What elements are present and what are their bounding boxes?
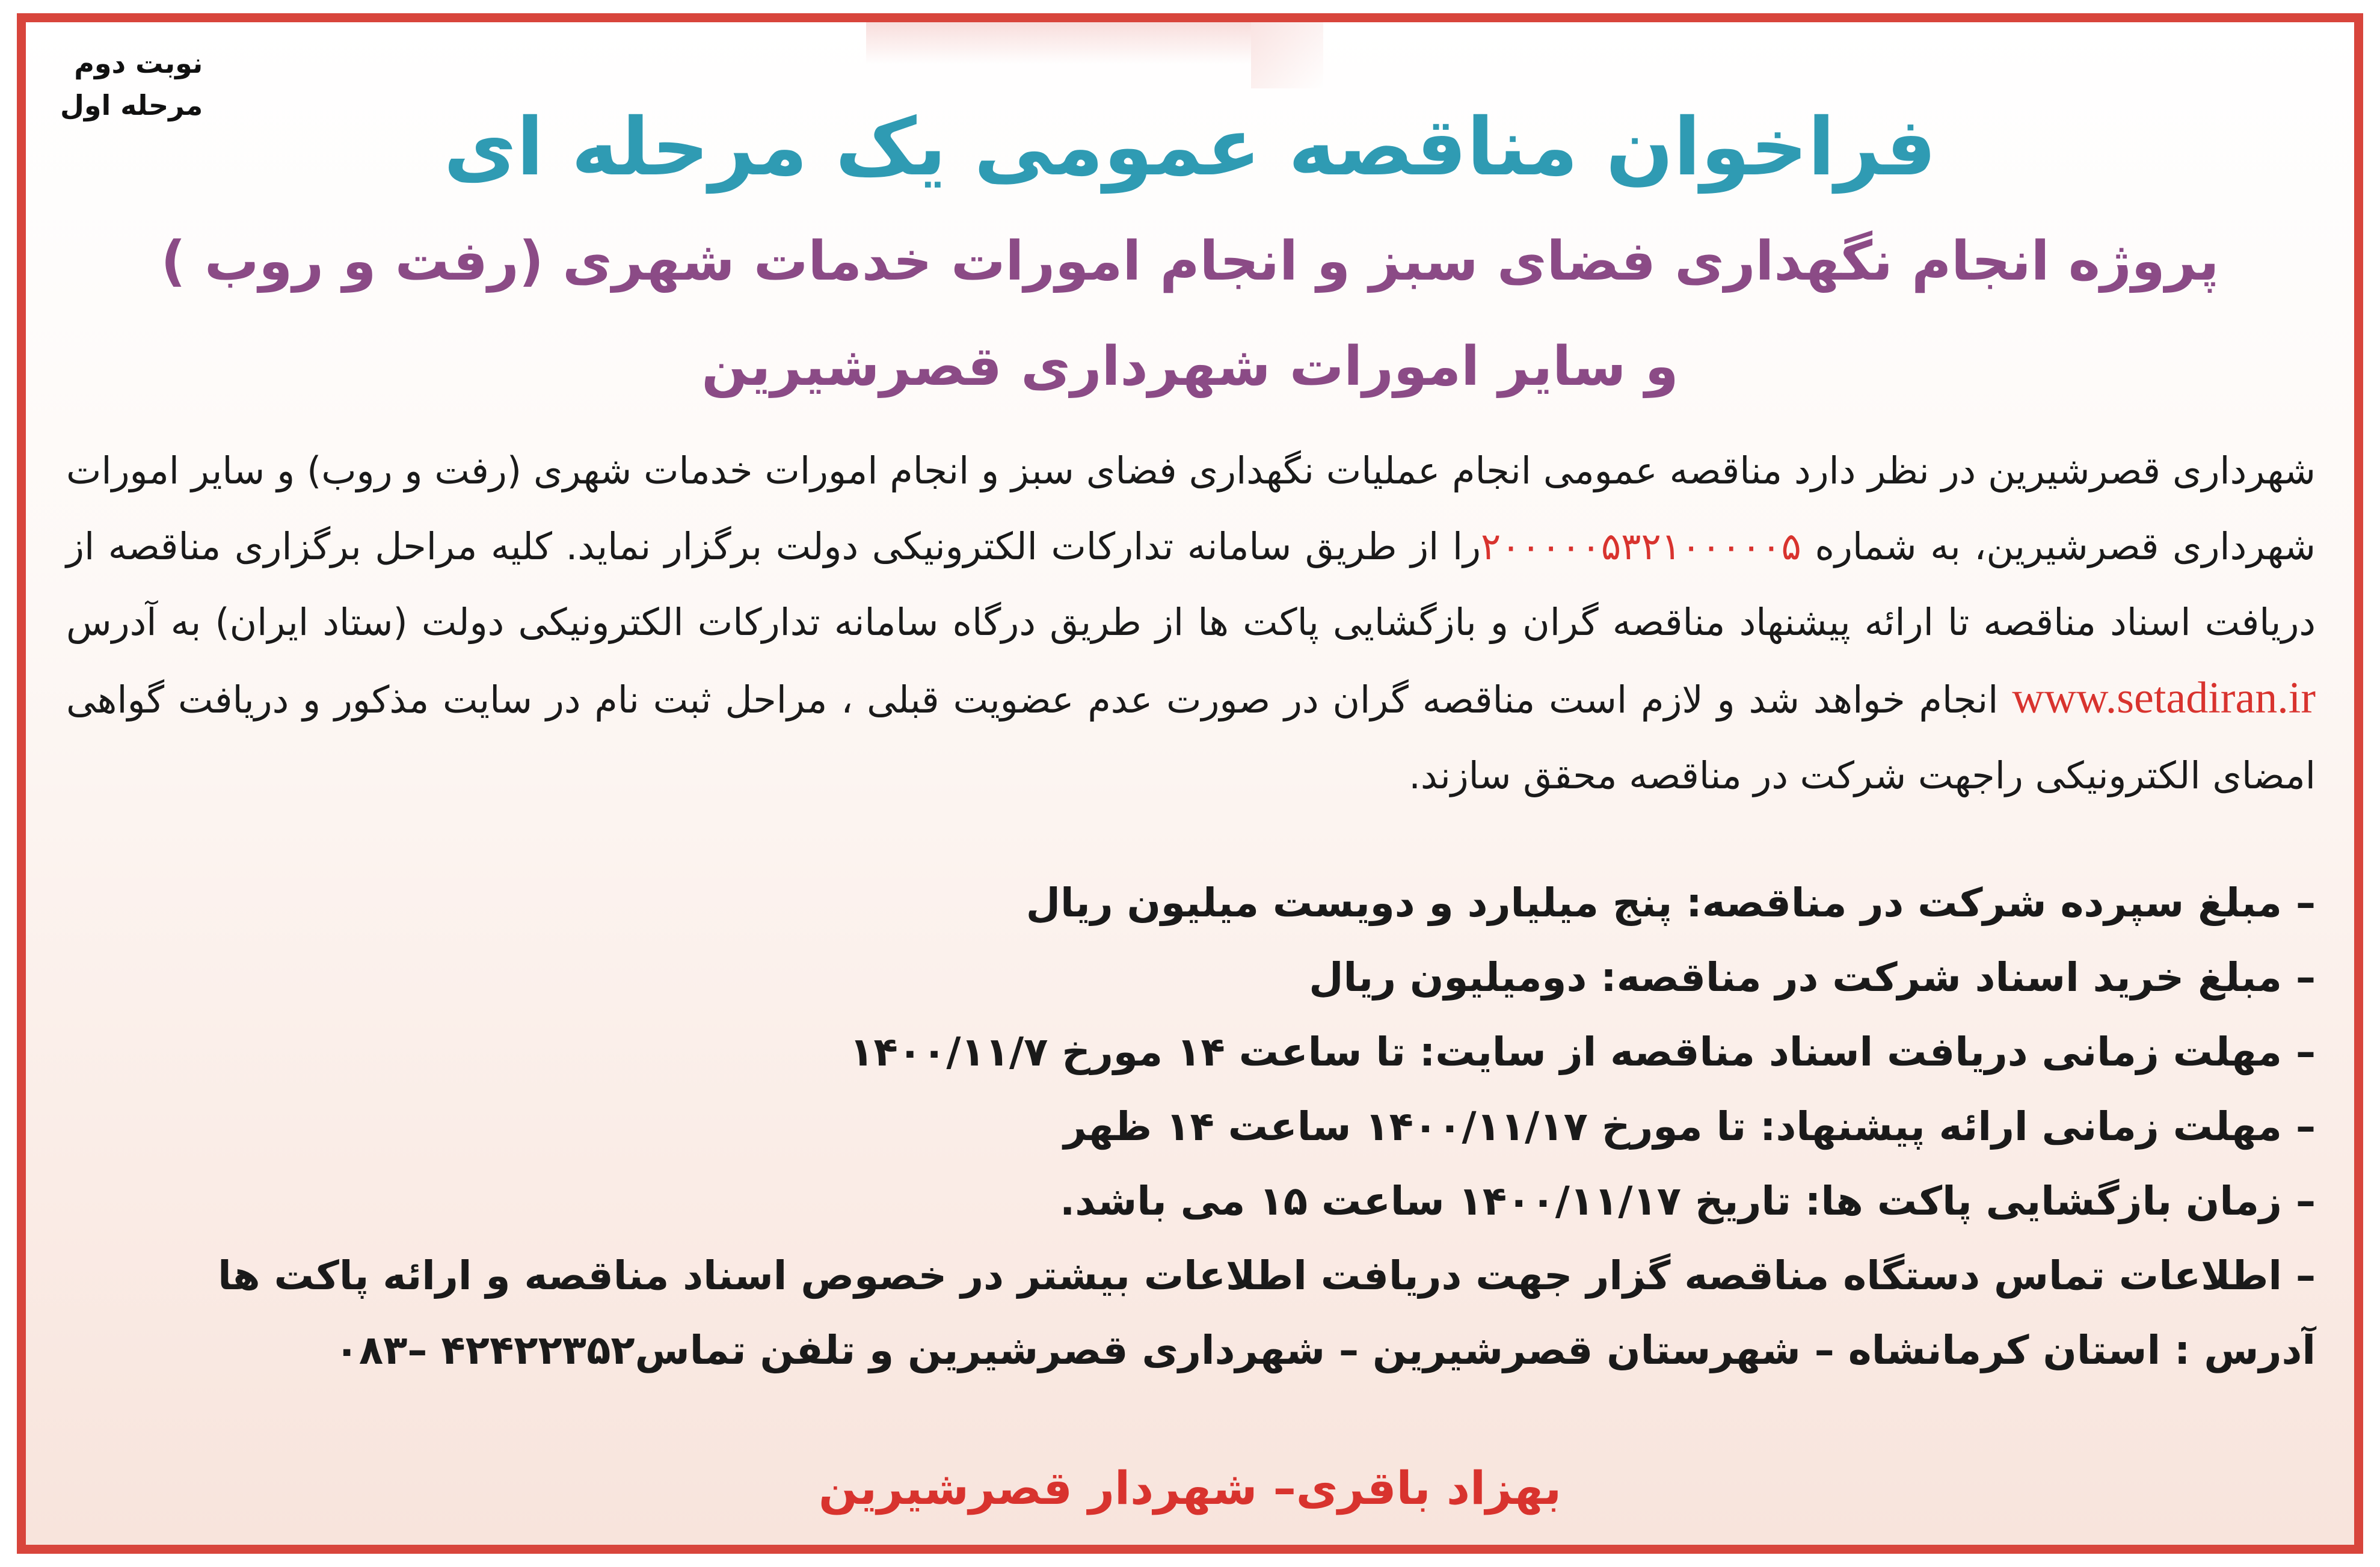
detail-deposit: – مبلغ سپرده شرکت در مناقصه: پنج میلیارد و دویست میلیون ریال xyxy=(1025,880,2316,926)
mayor-signature: بهزاد باقری– شهردار قصرشیرین xyxy=(818,1461,1562,1515)
detail-proposal-deadline: – مهلت زمانی ارائه پیشنهاد: تا مورخ ۱۴۰۰/۱۱/۱۷ ساعت ۱۴ ظهر xyxy=(1063,1103,2316,1150)
project-subtitle-line-1: پروژه انجام نگهداری فضای سبز و انجام امورات خدمات شهری (رفت و روب ) xyxy=(161,230,2219,293)
detail-contact-info: – اطلاعات تماس دستگاه مناقصه گزار جهت دریافت اطلاعات بیشتر در خصوص اسناد مناقصه و ارائه پاکت ها xyxy=(218,1253,2316,1299)
project-subtitle-line-2: و سایر امورات شهرداری قصرشیرین xyxy=(701,335,1679,398)
tender-number: ۲۰۰۰۰۰۵۳۲۱۰۰۰۰۰۵ xyxy=(1481,524,1801,568)
announcement-title: فراخوان مناقصه عمومی یک مرحله ای xyxy=(443,101,1937,194)
detail-document-price: – مبلغ خرید اسناد شرکت در مناقصه: دومیلیون ریال xyxy=(1309,954,2316,1001)
round-line-2: مرحله اول xyxy=(60,89,203,121)
body-part-3: انجام خواهد شد و لازم است مناقصه گران در صورت عدم عضویت قبلی ، مراحل ثبت نام در سایت مذکور و دریافت گواهی امضای الکترونیکی راجهت شرکت در مناقصه محقق سازند. xyxy=(66,678,2316,797)
tender-details-list xyxy=(66,866,2316,1388)
round-line-1: نوبت دوم xyxy=(74,47,203,79)
top-decoration xyxy=(866,22,1251,64)
detail-opening-date: – زمان بازگشایی پاکت ها: تاریخ ۱۴۰۰/۱۱/۱۷ ساعت ۱۵ می باشد. xyxy=(1060,1178,2316,1224)
top-decoration-corner xyxy=(1251,22,1323,88)
detail-document-deadline: – مهلت زمانی دریافت اسناد مناقصه از سایت: تا ساعت ۱۴ مورخ ۱۴۰۰/۱۱/۷ xyxy=(849,1029,2316,1075)
detail-address: آدرس : استان کرمانشاه – شهرستان قصرشیرین – شهرداری قصرشیرین و تلفن تماس۴۲۴۲۲۳۵۲ –۰۸۳ xyxy=(334,1327,2316,1373)
website-link[interactable]: www.setadiran.ir xyxy=(2012,673,2316,723)
body-part-1: شهرداری قصرشیرین در نظر دارد مناقصه عمومی انجام عملیات نگهداری فضای سبز و انجام امورات خدمات شهری (رفت و روب) و سایر امورات شهرداری قصرشیرین، به شماره xyxy=(66,449,2316,568)
announcement-body xyxy=(66,433,2316,814)
body-part-2: را از طریق سامانه تدارکات الکترونیکی دولت برگزار نماید. کلیه مراحل برگزاری مناقصه از دریافت اسناد مناقصه تا ارائه پیشنهاد مناقصه گران و بازگشایی پاکت ها از طریق درگاه سامانه تدارکات الکترونیکی دولت (ستاد ایران) به آدرس xyxy=(66,524,2316,644)
